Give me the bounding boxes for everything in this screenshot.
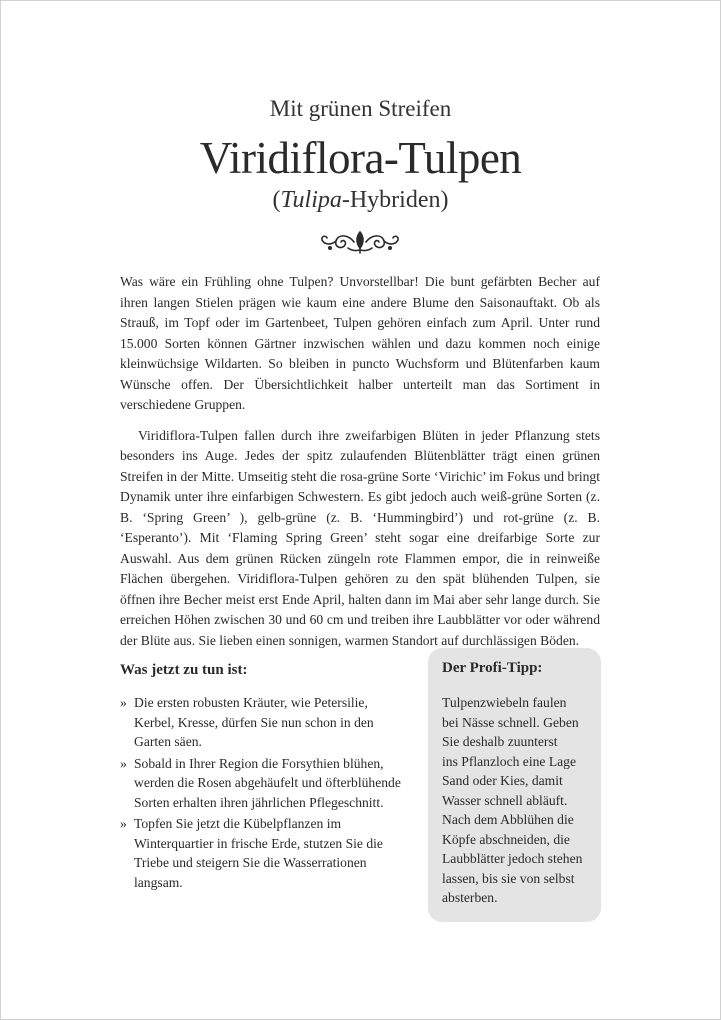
page-title: Viridiflora-Tulpen (199, 133, 522, 183)
article-paragraph-intro: Was wäre ein Frühling ohne Tulpen? Unvorstellbar! Die bunt gefärbten Becher auf ihren langen Stielen prägen wie kaum eine andere Blume den Saisonauftakt. Ob als Strauß, im Topf oder im Gartenbeet, Tulpen gehören einfach zum April. Unter rund 15.000 Sorten können Gärtner inzwischen wählen und dazu kommen noch einige kleinwüchsige Wildarten. So bleiben in puncto Wuchsform und Blütenfarben kaum Wünsche offen. Der Übersichtlichkeit halber unterteilt man das Sortiment in verschiedene Gruppen. (120, 274, 600, 412)
profi-tipp-box (428, 648, 601, 922)
bullet-marker: » (120, 695, 127, 710)
list-item (120, 754, 410, 813)
tip-line: Laubblätter jedoch stehen (442, 851, 583, 866)
tip-line: Köpfe abschneiden, die (442, 831, 570, 847)
list-item (120, 693, 410, 752)
tip-heading: Der Profi-Tipp: (442, 660, 543, 676)
list-item-text: Die ersten robusten Kräuter, wie Petersilie, Kerbel, Kresse, dürfen Sie nun schon in den Garten säen. (134, 695, 374, 749)
article-paragraph-viridiflora: Viridiflora-Tulpen fallen durch ihre zweifarbigen Blüten in jeder Pflanzung stets besonders ins Auge. Jedes der spitz zulaufenden Blütenblätter trägt einen grünen Streifen in der Mitte. Umseitig steht die rosa-grüne Sorte ‘Virichic’ im Fokus und bringt Dynamik unter ihre einfarbigen Schwestern. Es gibt jedoch auch weiß-grüne Sorten (z. B. ‘Spring Green’ ), gelb-grüne (z. B. ‘Hummingbird’) und rot-grüne (z. B. ‘Esperanto’). Mit ‘Flaming Spring Green’ steht sogar eine dreifarbige Sorte zur Auswahl. Aus dem grünen Rücken züngeln rote Flammen empor, die in reinweiße Flächen übergehen. Viridiflora-Tulpen gehören zu den spät blühenden Tulpen, sie öffnen ihre Becher meist erst Ende April, halten dann im Mai aber sehr lange durch. Sie erreichen Höhen zwischen 30 und 60 cm und treiben ihre Laubblätter vor oder während der Blüte aus. Sie lieben einen sonnigen, warmen Standort auf durchlässigen Böden. (120, 427, 600, 648)
list-item-text: Topfen Sie jetzt die Kübelpflanzen im Winterquartier in frische Erde, stutzen Sie die Triebe und steigern Sie die Wasserrationen langsam. (134, 816, 383, 890)
list-item-text: Sobald in Ihrer Region die Forsythien blühen, werden die Rosen abgehäufelt und öfterblühende Sorten erhalten ihren jährlichen Pflegeschnitt. (134, 755, 401, 810)
todo-list (120, 693, 410, 894)
bullet-marker: » (120, 755, 127, 771)
floral-ornament-icon (318, 228, 402, 256)
latin-genus: Tulipa (280, 187, 342, 213)
tip-line: absterben. (442, 890, 498, 905)
tip-line: Wasser schnell abläuft. (442, 792, 568, 808)
tip-line: Sie deshalb zuunterst (442, 734, 558, 749)
tip-body (442, 693, 592, 908)
tip-line: Nach dem Abblühen die (442, 812, 574, 827)
article-body (120, 272, 600, 651)
tip-line: Sand oder Kies, damit (442, 773, 563, 788)
latin-open-paren: ( (272, 187, 281, 213)
tip-line: Tulpenzwiebeln faulen (442, 695, 567, 710)
tip-line: bei Nässe schnell. Geben (442, 714, 579, 730)
todo-heading: Was jetzt zu tun ist: (120, 662, 248, 678)
page-subtitle: Mit grünen Streifen (269, 96, 452, 121)
bullet-marker: » (120, 816, 127, 831)
list-item (120, 814, 410, 892)
latin-suffix: -Hybriden) (341, 187, 449, 213)
tip-line: ins Pflanzloch eine Lage (442, 753, 576, 769)
latin-name (0, 187, 721, 214)
tip-line: lassen, bis sie von selbst (442, 870, 575, 886)
